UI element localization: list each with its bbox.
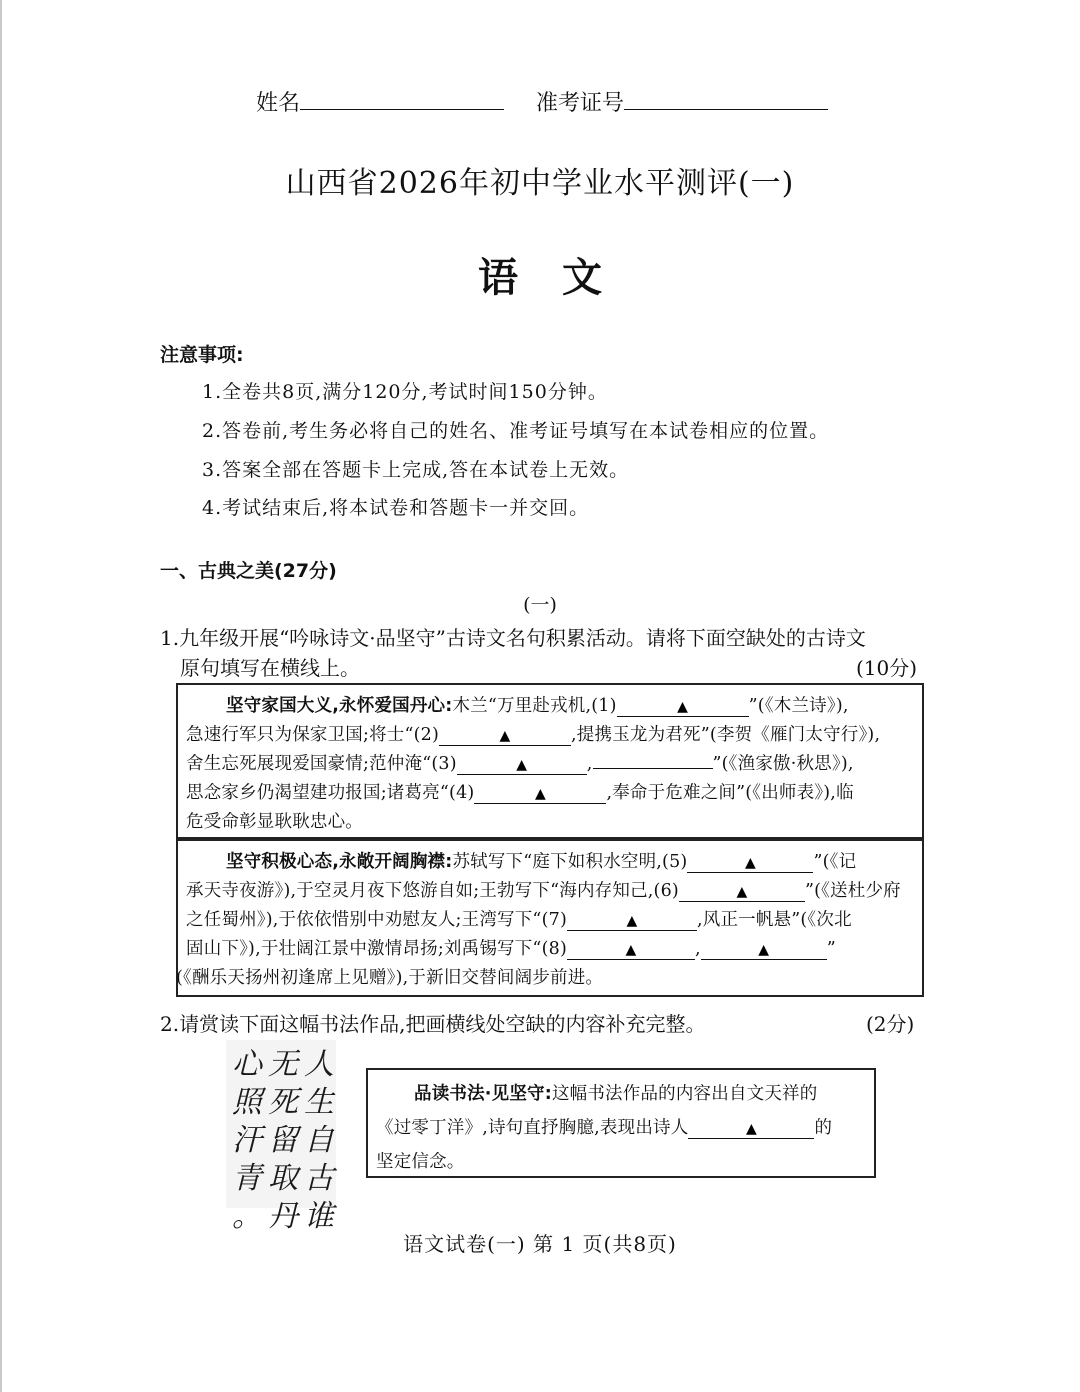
box3-heading: 品读书法·见坚守: [414, 1084, 552, 1104]
exam-number-label: 准考证号 [536, 91, 625, 116]
box1-text: ”(《木兰诗》), [748, 696, 849, 716]
box2-heading: 坚守积极心态,永敞开阔胸襟: [226, 852, 453, 872]
calligraphy-character: 汗 [232, 1123, 262, 1158]
box1-text: 急速行军只为保家卫国;将士“(2) [186, 725, 440, 745]
box1-text: 舍生忘死展现爱国豪情;范仲淹“(3) [186, 754, 457, 774]
box2-text: , [694, 939, 701, 959]
box2-line-5: (《酬乐天扬州初逢席上见赠》),于新旧交替间阔步前进。 [176, 968, 604, 988]
box2-text: 苏轼写下“庭下如积水空明,(5) [452, 852, 688, 872]
box2-text: ,风正一帆悬”(《次北 [696, 910, 852, 930]
notice-item: 1.全卷共8页,满分120分,考试时间150分钟。 [202, 381, 608, 403]
notice-item: 3.答案全部在答题卡上完成,答在本试卷上无效。 [202, 459, 630, 481]
box2-line-2 [186, 877, 901, 902]
answer-blank-q2[interactable] [688, 1119, 814, 1139]
box3-text: 《过零丁洋》,诗句直抒胸臆,表现出诗人 [376, 1118, 689, 1138]
calligraphy-column-3 [232, 1046, 262, 1236]
calligraphy-character: 取 [268, 1161, 298, 1196]
blank-marker-icon: ▲ [626, 913, 638, 929]
box1-line-2 [186, 721, 880, 746]
answer-blank-3b[interactable] [593, 768, 713, 769]
answer-blank-7[interactable] [567, 911, 697, 931]
blank-marker-icon: ▲ [534, 786, 546, 802]
calligraphy-character: 照 [232, 1085, 262, 1120]
box2-text: 承天寺夜游》),于空灵月夜下悠游自如;王勃写下“海内存知己,(6) [186, 881, 679, 901]
box1-text: 思念家乡仍渴望建功报国;诸葛亮“(4) [186, 783, 475, 803]
exam-title: 山西省2026年初中学业水平测评(一) [285, 166, 795, 201]
box1-text: ,奉命于危难之间”(《出师表》),临 [606, 783, 854, 803]
notice-heading: 注意事项: [160, 344, 244, 366]
calligraphy-character: 留 [268, 1123, 298, 1158]
box1-text: ,提携玉龙为君死”(李贺《雁门太守行》), [571, 725, 881, 745]
calligraphy-character: 青 [232, 1161, 262, 1196]
question-1-line-2: 原句填写在横线上。 [180, 656, 360, 680]
calligraphy-character: 死 [268, 1085, 298, 1120]
calligraphy-character: 谁 [304, 1199, 334, 1234]
answer-blank-1[interactable] [617, 697, 749, 717]
box3-text: 的 [814, 1118, 833, 1138]
calligraphy-character: 。 [232, 1199, 262, 1234]
calligraphy-artwork [226, 1040, 336, 1234]
blank-marker-icon: ▲ [744, 855, 756, 871]
calligraphy-column-2 [268, 1046, 298, 1236]
answer-blank-8b[interactable] [701, 940, 827, 960]
box1-text: 木兰“万里赴戎机,(1) [452, 696, 617, 716]
box2-text: ” [826, 939, 836, 959]
box1-line-3 [186, 750, 854, 775]
calligraphy-character: 自 [304, 1123, 334, 1158]
question-2-text: 2.请赏读下面这幅书法作品,把画横线处空缺的内容补充完整。 [160, 1012, 706, 1036]
box1-line-1 [226, 692, 849, 717]
box1-text: ”(《渔家傲·秋思》), [712, 754, 854, 774]
answer-blank-3a[interactable] [457, 755, 587, 775]
box1-text: , [586, 754, 593, 774]
answer-blank-4[interactable] [474, 784, 606, 804]
notice-item: 2.答卷前,考生务必将自己的姓名、准考证号填写在本试卷相应的位置。 [202, 420, 830, 442]
box2-text: ”(《送杜少府 [804, 881, 901, 901]
subject-title: 语文 [478, 255, 646, 301]
answer-blank-6[interactable] [679, 882, 805, 902]
part-heading: (一) [523, 594, 557, 616]
box1-line-4 [186, 779, 854, 804]
page-left-edge [0, 0, 2, 1392]
box2-text: ”(《记 [813, 852, 857, 872]
answer-blank-2[interactable] [439, 726, 571, 746]
notice-item: 4.考试结束后,将本试卷和答题卡一并交回。 [202, 497, 590, 519]
name-field[interactable] [256, 86, 504, 117]
box2-line-3 [186, 906, 852, 931]
name-input-line[interactable] [300, 109, 504, 110]
blank-marker-icon: ▲ [745, 1121, 757, 1137]
question-1-points: (10分) [856, 656, 918, 680]
calligraphy-column-1 [304, 1046, 334, 1236]
box2-text: 之任蜀州》),于依依惜别中劝慰友人;王湾写下“(7) [186, 910, 567, 930]
box2-line-1 [226, 848, 856, 873]
calligraphy-character: 丹 [268, 1199, 298, 1234]
answer-blank-8a[interactable] [567, 940, 695, 960]
box1-heading: 坚守家国大义,永怀爱国丹心: [226, 696, 453, 716]
box2-text: 固山下》),于壮阔江景中激情昂扬;刘禹锡写下“(8) [186, 939, 567, 959]
page-footer: 语文试卷(一) 第 1 页(共8页) [403, 1232, 677, 1256]
blank-marker-icon: ▲ [625, 942, 637, 958]
box3-line-2 [376, 1114, 832, 1139]
question-2-points: (2分) [866, 1012, 915, 1036]
exam-number-input-line[interactable] [624, 109, 828, 110]
box3-line-3: 坚定信念。 [376, 1152, 465, 1172]
box3-text: 这幅书法作品的内容出自文天祥的 [551, 1084, 818, 1104]
name-label: 姓名 [256, 91, 301, 116]
exam-number-field[interactable] [536, 86, 828, 117]
blank-marker-icon: ▲ [736, 884, 748, 900]
calligraphy-character: 生 [304, 1085, 334, 1120]
box2-line-4 [186, 935, 836, 960]
section-heading: 一、古典之美(27分) [160, 560, 337, 582]
calligraphy-character: 无 [268, 1047, 298, 1082]
calligraphy-character: 人 [304, 1047, 334, 1082]
blank-marker-icon: ▲ [516, 757, 528, 773]
calligraphy-character: 心 [232, 1047, 262, 1082]
blank-marker-icon: ▲ [758, 942, 770, 958]
box1-line-5: 危受命彰显耿耿忠心。 [186, 812, 363, 832]
calligraphy-character: 古 [304, 1161, 334, 1196]
question-1-line-1: 1.九年级开展“吟咏诗文·品坚守”古诗文名句积累活动。请将下面空缺处的古诗文 [160, 626, 866, 650]
blank-marker-icon: ▲ [677, 699, 689, 715]
box3-line-1 [414, 1080, 817, 1105]
blank-marker-icon: ▲ [499, 728, 511, 744]
answer-blank-5[interactable] [687, 853, 813, 873]
